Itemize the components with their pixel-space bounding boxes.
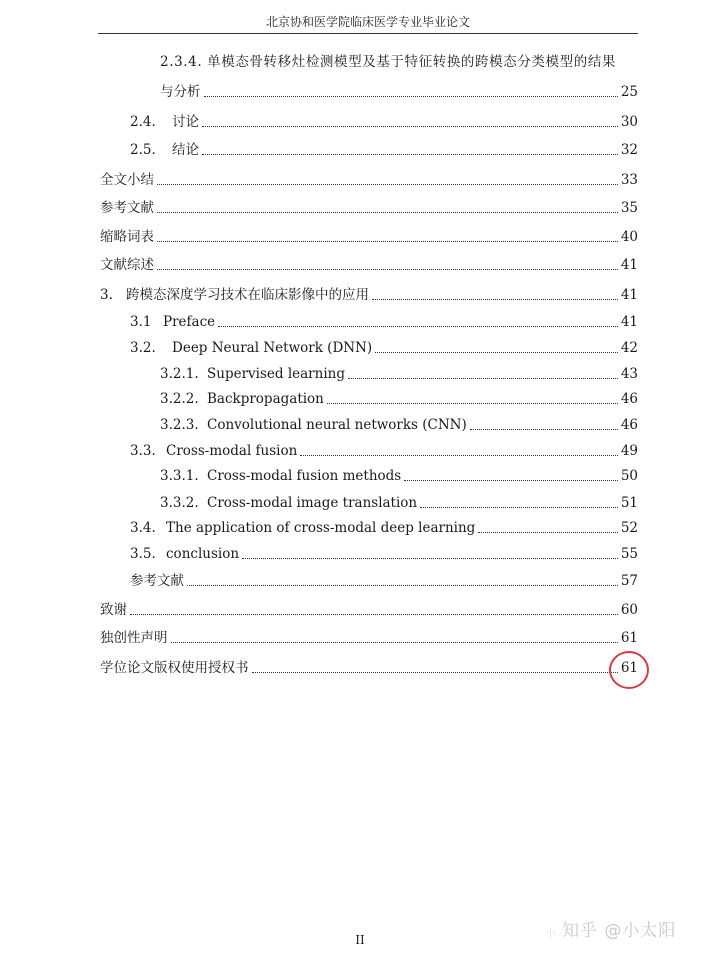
toc-entry-page-number: 41 [620,287,638,303]
toc-entry-title: conclusion [166,546,240,562]
toc-entry[interactable] [100,598,638,620]
toc-entry-page-number: 41 [620,257,638,273]
toc-entry-number: 3. [100,287,113,303]
toc-entry[interactable] [100,626,638,648]
toc-entry-number: 3.1 [130,314,152,330]
page-number: II [355,933,365,947]
toc-entry-title: Backpropagation [207,391,324,407]
toc-entry-title: 全文小结 [100,172,154,188]
toc-entry-title: 结论 [172,142,199,158]
dot-leader [375,352,618,353]
highlight-circle [609,651,649,689]
toc-entry-number: 3.3.2. [160,495,199,511]
dot-leader [171,642,618,643]
toc-entry-page-number: 60 [620,602,638,618]
toc-entry-title: Cross-modal image translation [207,495,418,511]
toc-entry[interactable] [130,336,638,358]
toc-entry-page-number: 35 [620,200,638,216]
dot-leader [470,429,618,430]
dot-leader [130,614,618,615]
toc-entry-page-number: 50 [620,468,638,484]
watermark: 知乎 @小太阳 [562,921,677,941]
dot-leader [204,96,618,97]
toc-entry-page-number: 46 [620,391,638,407]
toc-entry[interactable] [130,542,638,564]
toc-entry-title: Cross-modal fusion methods [207,468,402,484]
toc-entry-title: The application of cross-modal deep learning [166,520,476,536]
toc-entry-page-number: 51 [620,495,638,511]
toc-entry-title: 讨论 [172,114,199,130]
toc-entry-2-3-4-title-line1: 2.3.4. 单模态骨转移灶检测模型及基于特征转换的跨模态分类模型的结果 [160,54,617,70]
dot-leader [157,241,618,242]
toc-entry-page-number: 57 [620,573,638,589]
toc-entry[interactable] [130,439,638,461]
toc-entry-number: 2.5. [130,142,156,158]
toc-entry-number: 3.2.2. [160,391,199,407]
dot-leader [218,326,618,327]
toc-entry[interactable] [100,283,638,305]
dot-leader [348,378,618,379]
dot-leader [300,455,617,456]
toc-entry-title: 参考文献 [130,573,184,589]
toc-entry-page-number: 41 [620,314,638,330]
toc-entry-number: 3.2.3. [160,417,199,433]
toc-entry[interactable] [160,491,638,513]
toc-entry-number: 3.2. [130,340,156,356]
dot-leader [420,507,618,508]
dot-leader [372,299,618,300]
toc-entry-number: 2.4. [130,114,156,130]
toc-entry-title: 跨模态深度学习技术在临床影像中的应用 [126,287,369,303]
toc-entry-title: 与分析 [160,84,201,100]
toc-entry[interactable] [100,196,638,218]
dot-leader [404,480,618,481]
toc-entry-title: 致谢 [100,602,127,618]
dot-leader [157,184,618,185]
toc-entry-page-number: 33 [620,172,638,188]
dot-leader [187,585,618,586]
toc-entry-title: 参考文献 [100,200,154,216]
toc-entry[interactable] [160,387,638,409]
toc-entry[interactable] [160,362,638,384]
toc-entry-number: 3.3. [130,443,156,459]
toc-entry-number: 3.2.1. [160,366,199,382]
dot-leader [242,558,618,559]
dot-leader [478,532,617,533]
toc-entry-page-number: 32 [620,142,638,158]
toc-entry-title: Preface [163,314,216,330]
watermark-ghost: 小 [545,927,556,940]
toc-entry[interactable] [100,253,638,275]
toc-entry[interactable] [130,569,638,591]
toc-entry[interactable] [130,516,638,538]
running-header: 北京协和医学院临床医学专业毕业论文 [265,15,470,29]
toc-entry[interactable] [100,168,638,190]
dot-leader [252,672,618,673]
dot-leader [327,403,618,404]
toc-entry-page-number: 42 [620,340,638,356]
toc-entry-page-number: 49 [620,443,638,459]
toc-entry-title: Cross-modal fusion [166,443,298,459]
toc-entry[interactable] [160,413,638,435]
toc-entry[interactable] [100,225,638,247]
toc-entry-title: Supervised learning [207,366,345,382]
toc-entry-page-number: 40 [620,229,638,245]
toc-entry-page-number: 43 [620,366,638,382]
toc-entry[interactable] [130,138,638,160]
toc-entry-page-number: 25 [620,84,638,100]
toc-entry[interactable] [100,656,638,678]
toc-entry-number: 3.3.1. [160,468,199,484]
toc-entry-page-number: 61 [620,660,638,676]
toc-entry-page-number: 61 [620,630,638,646]
toc-entry[interactable] [130,110,638,132]
dot-leader [157,212,618,213]
toc-entry-title: Convolutional neural networks (CNN) [207,417,467,433]
toc-entry-page-number: 55 [620,546,638,562]
toc-entry-number: 3.5. [130,546,156,562]
toc-entry-title: 学位论文版权使用授权书 [100,660,249,676]
toc-entry-page-number: 30 [620,114,638,130]
toc-entry[interactable] [130,310,638,332]
toc-entry-page-number: 46 [620,417,638,433]
toc-entry-number: 3.4. [130,520,156,536]
toc-entry-title: 文献综述 [100,257,154,273]
toc-entry[interactable] [160,464,638,486]
dot-leader [157,269,618,270]
toc-entry-title: Deep Neural Network (DNN) [172,340,373,356]
toc-entry-page-number: 52 [620,520,638,536]
toc-entry[interactable] [160,80,638,102]
toc-entry-title: 独创性声明 [100,630,168,646]
dot-leader [202,154,618,155]
dot-leader [202,126,618,127]
toc-entry-title: 缩略词表 [100,229,154,245]
